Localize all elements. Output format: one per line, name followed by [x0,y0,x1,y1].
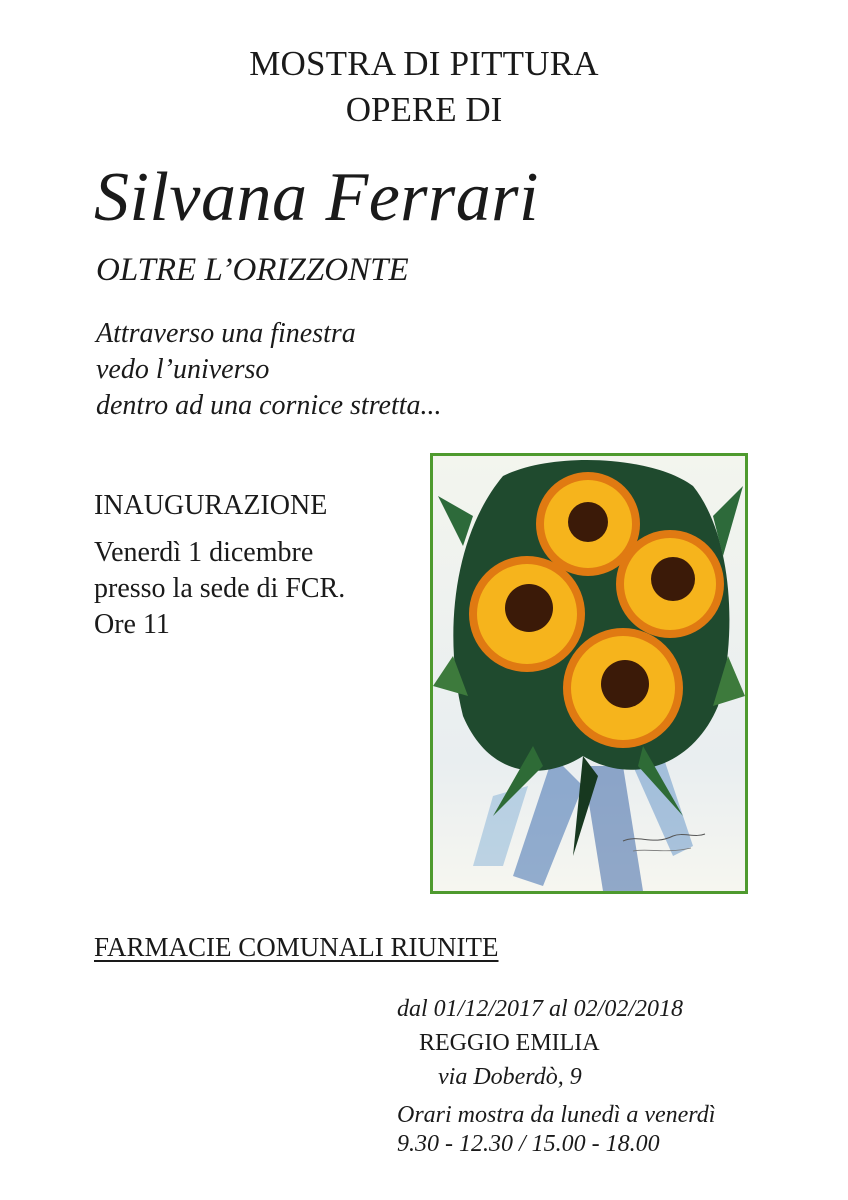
exhibition-city: REGGIO EMILIA [419,1030,600,1056]
sunflower [616,530,724,638]
inauguration-line: Venerdì 1 dicembre [94,537,314,568]
inauguration-title: INAUGURAZIONE [94,490,328,521]
inauguration-details [94,535,345,643]
exhibition-address: via Doberdò, 9 [438,1064,582,1090]
poem [96,316,442,424]
sunflower [563,628,683,748]
poem-line: dentro ad una cornice stretta... [96,390,442,421]
poem-line: vedo l’universo [96,354,270,385]
sunflowers-painting [430,453,748,894]
sunflowers-painting-image [433,456,745,891]
organization-name: FARMACIE COMUNALI RIUNITE [94,932,499,962]
poem-line: Attraverso una finestra [96,318,356,349]
exhibition-dates: dal 01/12/2017 al 02/02/2018 [397,996,684,1022]
opening-hours: 9.30 - 12.30 / 15.00 - 18.00 [397,1131,660,1157]
inauguration-line: Ore 11 [94,609,170,640]
poster-header-line1: MOSTRA DI PITTURA [249,44,599,83]
artist-name: Silvana Ferrari [94,159,539,236]
opening-hours-label: Orari mostra da lunedì a venerdì [397,1102,716,1128]
exhibition-title: OLTRE L’ORIZZONTE [96,252,409,288]
inauguration-line: presso la sede di FCR. [94,573,346,604]
poster-header-line2: OPERE DI [345,90,503,129]
sunflower [469,556,585,672]
